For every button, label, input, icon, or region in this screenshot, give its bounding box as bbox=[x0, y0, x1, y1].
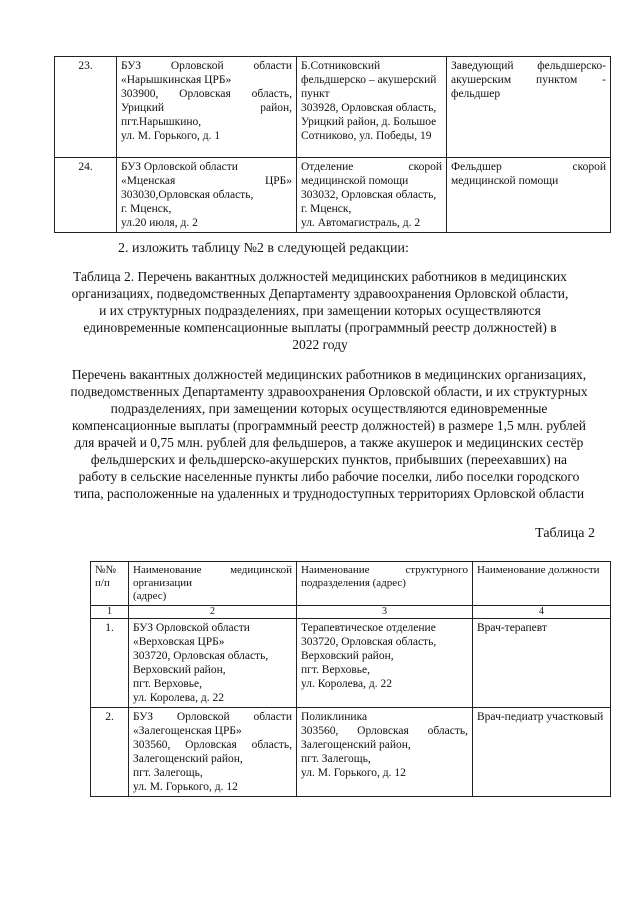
org-line: 303720, Орловская область, bbox=[133, 650, 269, 662]
unit-line: 303928, Орловская область, bbox=[301, 102, 437, 114]
unit-line: Сотниково, ул. Победы, 19 bbox=[301, 130, 432, 142]
org-cell bbox=[117, 57, 297, 158]
org-line: БУЗ Орловской области bbox=[133, 622, 250, 634]
unit-line: Б.Сотниковский bbox=[301, 60, 381, 72]
position-line: медицинской помощи bbox=[451, 175, 559, 187]
org-line: пгт. Верховье, bbox=[133, 678, 203, 690]
table-header-row bbox=[91, 562, 611, 606]
row-number: 24. bbox=[55, 158, 117, 233]
unit-line: ул. М. Горького, д. 12 bbox=[301, 767, 406, 779]
org-line: Залегощенский район, bbox=[133, 753, 243, 765]
unit-line: медицинской помощи bbox=[301, 175, 409, 187]
column-index: 3 bbox=[297, 606, 473, 619]
header-org bbox=[129, 562, 297, 606]
unit-line: Урицкий район, д. Большое bbox=[301, 116, 437, 128]
position-cell bbox=[447, 57, 611, 158]
column-index: 2 bbox=[129, 606, 297, 619]
org-line: «Нарышкинская ЦРБ» bbox=[121, 74, 232, 86]
unit-line: Отделение скорой bbox=[301, 161, 442, 173]
header-num bbox=[91, 562, 129, 606]
row-number: 2. bbox=[91, 708, 129, 797]
header-line: Наименование должности bbox=[477, 564, 600, 576]
unit-line: Терапевтическое отделение bbox=[301, 622, 436, 634]
org-line: ул. М. Горького, д. 12 bbox=[133, 781, 238, 793]
unit-line: пгт. Залегощь, bbox=[301, 753, 371, 765]
org-line: БУЗ Орловской области bbox=[121, 60, 292, 72]
table-caption: Таблица 2. Перечень вакантных должностей медицинских работников в медицинских организациях, подведомственных Департаменту здравоохранения Орловской области, и их структурных подразделениях, при замещении которых осуществляются единовременные компенсационные выплаты (программный реестр должностей) в 2022 году bbox=[71, 269, 569, 352]
unit-line: фельдшерско – акушерский bbox=[301, 74, 437, 86]
header-line: п/п bbox=[95, 577, 110, 589]
unit-line: г. Мценск, bbox=[301, 203, 352, 215]
unit-line: пункт bbox=[301, 88, 330, 100]
header-line: подразделения (адрес) bbox=[301, 577, 406, 589]
unit-line: Верховский район, bbox=[301, 650, 394, 662]
org-line: пгт. Залегощь, bbox=[133, 767, 203, 779]
header-unit bbox=[297, 562, 473, 606]
header-line: №№ bbox=[95, 564, 116, 576]
org-line: БУЗ Орловской области bbox=[133, 711, 292, 723]
org-cell bbox=[129, 619, 297, 708]
column-index: 4 bbox=[473, 606, 611, 619]
position-cell bbox=[473, 619, 611, 708]
row-number: 1. bbox=[91, 619, 129, 708]
table-row bbox=[55, 158, 611, 233]
instruction-text: 2. изложить таблицу №2 в следующей редакции: bbox=[118, 241, 409, 256]
table-label: Таблица 2 bbox=[535, 526, 595, 541]
unit-line: ул. Королева, д. 22 bbox=[301, 678, 393, 690]
unit-cell bbox=[297, 158, 447, 233]
header-line: Наименование структурного bbox=[301, 564, 468, 576]
org-line: Верховский район, bbox=[133, 664, 226, 676]
position-cell bbox=[447, 158, 611, 233]
org-line: 303030,Орловская область, bbox=[121, 189, 254, 201]
org-line: ул. М. Горького, д. 1 bbox=[121, 130, 221, 142]
unit-cell bbox=[297, 57, 447, 158]
unit-cell bbox=[297, 619, 473, 708]
org-cell bbox=[129, 708, 297, 797]
position-line: фельдшер bbox=[451, 88, 501, 100]
header-line: организации bbox=[133, 577, 193, 589]
org-line: 303900, Орловская область, bbox=[121, 88, 292, 100]
position-line: акушерским пунктом - bbox=[451, 74, 606, 86]
org-line: «Залегощенская ЦРБ» bbox=[133, 725, 242, 737]
unit-line: ул. Автомагистраль, д. 2 bbox=[301, 217, 421, 229]
org-line: Урицкий район, bbox=[121, 102, 292, 114]
org-line: БУЗ Орловской области bbox=[121, 161, 238, 173]
position-line: Врач-терапевт bbox=[477, 622, 547, 634]
table-row bbox=[91, 708, 611, 797]
unit-cell bbox=[297, 708, 473, 797]
header-line: Наименование медицинской bbox=[133, 564, 292, 576]
unit-line: 303032, Орловская область, bbox=[301, 189, 437, 201]
org-line: «Верховская ЦРБ» bbox=[133, 636, 225, 648]
position-line: Врач-педиатр участковый bbox=[477, 711, 604, 723]
header-position bbox=[473, 562, 611, 606]
header-line: (адрес) bbox=[133, 590, 167, 602]
table-continuation bbox=[54, 56, 611, 233]
position-cell bbox=[473, 708, 611, 797]
position-line: Заведующий фельдшерско- bbox=[451, 60, 606, 72]
org-line: г. Мценск, bbox=[121, 203, 172, 215]
org-line: ул.20 июля, д. 2 bbox=[121, 217, 198, 229]
org-line: «Мценская ЦРБ» bbox=[121, 175, 292, 187]
position-line: Фельдшер скорой bbox=[451, 161, 606, 173]
org-line: пгт.Нарышкино, bbox=[121, 116, 202, 128]
lead-paragraph: Перечень вакантных должностей медицинских работников в медицинских организациях, подведомственных Департаменту здравоохранения Орловской области, и их структурных подразделениях, при замещении которых осуществляются единовременные компенсационные выплаты (программный реестр должностей) в размере 1,5 млн. рублей для врачей и 0,75 млн. рублей для фельдшеров, а также акушерок и медицинских сестёр фельдшерских и фельдшерско-акушерских пунктов, прибывших (переехавших) на работу в сельские населенные пункты либо рабочие поселки, либо поселки городского типа, расположенные на удаленных и труднодоступных территориях Орловской области bbox=[70, 367, 588, 501]
table-row bbox=[55, 57, 611, 158]
unit-line: 303560, Орловская область, bbox=[301, 725, 468, 737]
org-line: ул. Королева, д. 22 bbox=[133, 692, 225, 704]
column-index-row bbox=[91, 606, 611, 619]
unit-line: 303720, Орловская область, bbox=[301, 636, 437, 648]
row-number: 23. bbox=[55, 57, 117, 158]
org-line: 303560, Орловская область, bbox=[133, 739, 292, 751]
column-index: 1 bbox=[91, 606, 129, 619]
unit-line: пгт. Верховье, bbox=[301, 664, 371, 676]
org-cell bbox=[117, 158, 297, 233]
unit-line: Залегощенский район, bbox=[301, 739, 411, 751]
unit-line: Поликлиника bbox=[301, 711, 368, 723]
table-row bbox=[91, 619, 611, 708]
table-2 bbox=[90, 561, 611, 797]
